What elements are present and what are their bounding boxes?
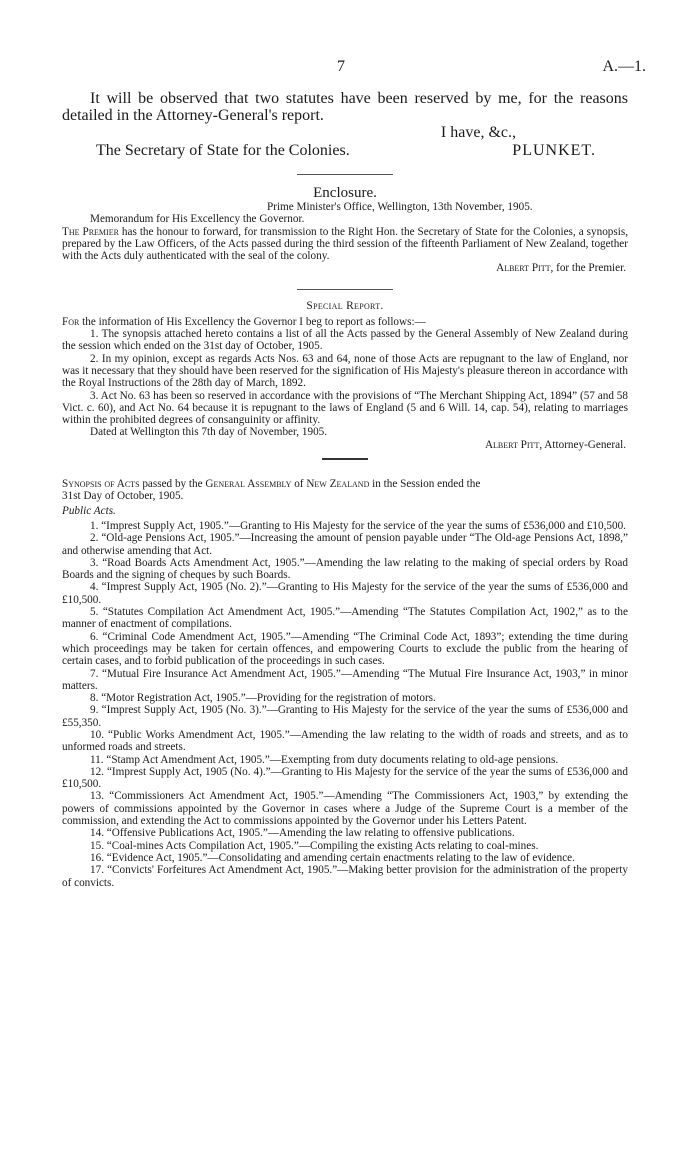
- report-intro-lead: For: [62, 315, 80, 328]
- section-divider: [322, 458, 368, 460]
- act-item: 4. “Imprest Supply Act, 1905 (No. 2).”—Granting to His Majesty for the service of the year the sums of £536,000 and £10,500.: [62, 581, 628, 606]
- letter-signature-block: [62, 124, 628, 160]
- synopsis-title-part: General Assembly: [205, 478, 292, 491]
- synopsis-title-part: in the Session ended the: [369, 478, 481, 491]
- memo-body: [62, 226, 628, 263]
- page-number: 7: [337, 58, 345, 75]
- synopsis-title-part: of: [291, 478, 307, 491]
- act-item: 17. “Convicts' Forfeitures Act Amendment Act, 1905.”—Making better provision for the administration of the property of convicts.: [62, 864, 628, 889]
- report-intro-text: the information of His Excellency the Governor I beg to report as follows:—: [79, 315, 426, 328]
- report-dated: Dated at Wellington this 7th day of November, 1905.: [90, 426, 328, 439]
- special-report-title: Special Report.: [306, 299, 384, 312]
- act-item: 9. “Imprest Supply Act, 1905 (No. 3).”—Granting to His Majesty for the service of the year the sums of £536,000 and £55,350.: [62, 704, 628, 729]
- act-item: 5. “Statutes Compilation Act Amendment Act, 1905.”—Amending “The Statutes Compilation Act, 1902,” as to the manner of enactment of compilations.: [62, 606, 628, 631]
- report-signature: [62, 439, 628, 451]
- act-item: 12. “Imprest Supply Act, 1905 (No. 4).”—Granting to His Majesty for the service of the year the sums of £536,000 and £10,500.: [62, 765, 628, 791]
- acts-list: [62, 520, 628, 889]
- page-content: [62, 90, 628, 889]
- document-code: A.—1.: [602, 58, 646, 75]
- act-item: 14. “Offensive Publications Act, 1905.”—Amending the law relating to offensive publications.: [90, 827, 515, 840]
- memo-signed-role: , for the Premier.: [550, 262, 626, 275]
- enclosure-office-line: Prime Minister's Office, Wellington, 13th November, 1905.: [267, 201, 533, 213]
- act-item: 11. “Stamp Act Amendment Act, 1905.”—Exempting from duty documents relating to old-age pensions.: [90, 753, 559, 766]
- letter-signatory: PLUNKET.: [512, 142, 596, 159]
- act-item: 7. “Mutual Fire Insurance Act Amendment Act, 1905.”—Amending “The Mutual Fire Insurance Act, 1903,” in minor matters.: [62, 667, 628, 692]
- letter-addressee: The Secretary of State for the Colonies.: [96, 142, 350, 159]
- page-header: [0, 58, 700, 78]
- letter-closing: I have, &c.,: [440, 124, 516, 141]
- act-item: 1. “Imprest Supply Act, 1905.”—Granting to His Majesty for the service of the year the sums of £536,000 and £10,500.: [90, 519, 626, 532]
- report-signed-role: , Attorney-General.: [539, 438, 626, 451]
- synopsis-title-line2: 31st Day of October, 1905.: [62, 490, 184, 503]
- act-item: 6. “Criminal Code Amendment Act, 1905.”—Amending “The Criminal Code Act, 1893”; extending the time during which proceedings may be taken for certain offences, and empowering Courts to exclude the public from the hearing of certain cases, and to forbid publication of the proceedings in such cases.: [62, 630, 628, 668]
- act-item: 2. “Old-age Pensions Act, 1905.”—Increasing the amount of pension payable under “The Old-age Pensions Act, 1898,” and otherwise amending that Act.: [62, 532, 628, 557]
- synopsis-title-part: New Zealand: [306, 478, 370, 491]
- synopsis-title-part: Synopsis of Acts: [62, 478, 140, 491]
- report-intro: [62, 316, 628, 328]
- act-item: 13. “Commissioners Act Amendment Act, 1905.”—Amending “The Commissioners Act, 1903,” by extending the powers of commissions appointed by the Governor in cases where a Judge of the Supreme Court is a member of the commission, and extending the Act to commissions appointed by the Governor under his Letters Patent.: [62, 790, 628, 828]
- enclosure-title: Enclosure.: [313, 185, 377, 201]
- act-item: 3. “Road Boards Acts Amendment Act, 1905.”—Amending the law relating to the making of special orders by Road Boards and the signing of cheques by such Boards.: [62, 556, 628, 582]
- section-divider: [297, 174, 393, 175]
- act-item: 16. “Evidence Act, 1905.”—Consolidating and amending certain enactments relating to the law of evidence.: [90, 851, 575, 864]
- synopsis-title: [62, 478, 628, 490]
- section-divider: [297, 289, 393, 290]
- report-paragraph: 2. In my opinion, except as regards Acts Nos. 63 and 64, none of those Acts are repugnant to the law of England, nor was it necessary that they should have been reserved for the signification of His Majesty's pleasure thereon in accordance with the Royal Instructions of the 28th day of March, 1892.: [62, 352, 628, 390]
- report-paragraph: 3. Act No. 63 has been so reserved in accordance with the provisions of “The Merchant Shipping Act, 1894” (57 and 58 Vict. c. 60), and Act No. 64 because it is repugnant to the laws of England (5 and 6 Will. 14, cap. 54), relating to marriages within the prohibited degrees of consanguinity or affinity.: [62, 389, 628, 427]
- report-signed-name: Albert Pitt: [484, 438, 540, 451]
- act-item: 8. “Motor Registration Act, 1905.”—Providing for the registration of motors.: [90, 692, 436, 705]
- synopsis-title-part: passed by the: [139, 478, 206, 491]
- memo-signature: [62, 262, 628, 274]
- act-item: 10. “Public Works Amendment Act, 1905.”—Amending the law relating to the width of roads and streets, and as to unformed roads and streets.: [62, 728, 628, 754]
- synopsis-subtitle: Public Acts.: [62, 504, 116, 517]
- memo-addressee: Memorandum for His Excellency the Governor.: [90, 213, 305, 226]
- memo-body-lead: The Premier: [62, 225, 119, 238]
- act-item: 15. “Coal-mines Acts Compilation Act, 1905.”—Compiling the existing Acts relating to coal-mines.: [90, 839, 539, 852]
- letter-body: It will be observed that two statutes have been reserved by me, for the reasons detailed in the Attorney-General's report.: [62, 90, 628, 124]
- memo-signed-name: Albert Pitt: [496, 262, 551, 275]
- report-paragraph: 1. The synopsis attached hereto contains a list of all the Acts passed by the General Assembly of New Zealand during the session which ended on the 31st day of October, 1905.: [62, 328, 628, 353]
- memo-body-text: has the honour to forward, for transmission to the Right Hon. the Secretary of State for the Colonies, a synopsis, prepared by the Law Officers, of the Acts passed during the third session of the fifteenth Parliament of New Zealand, together with the Acts duly authenticated with the seal of the colony.: [62, 225, 628, 263]
